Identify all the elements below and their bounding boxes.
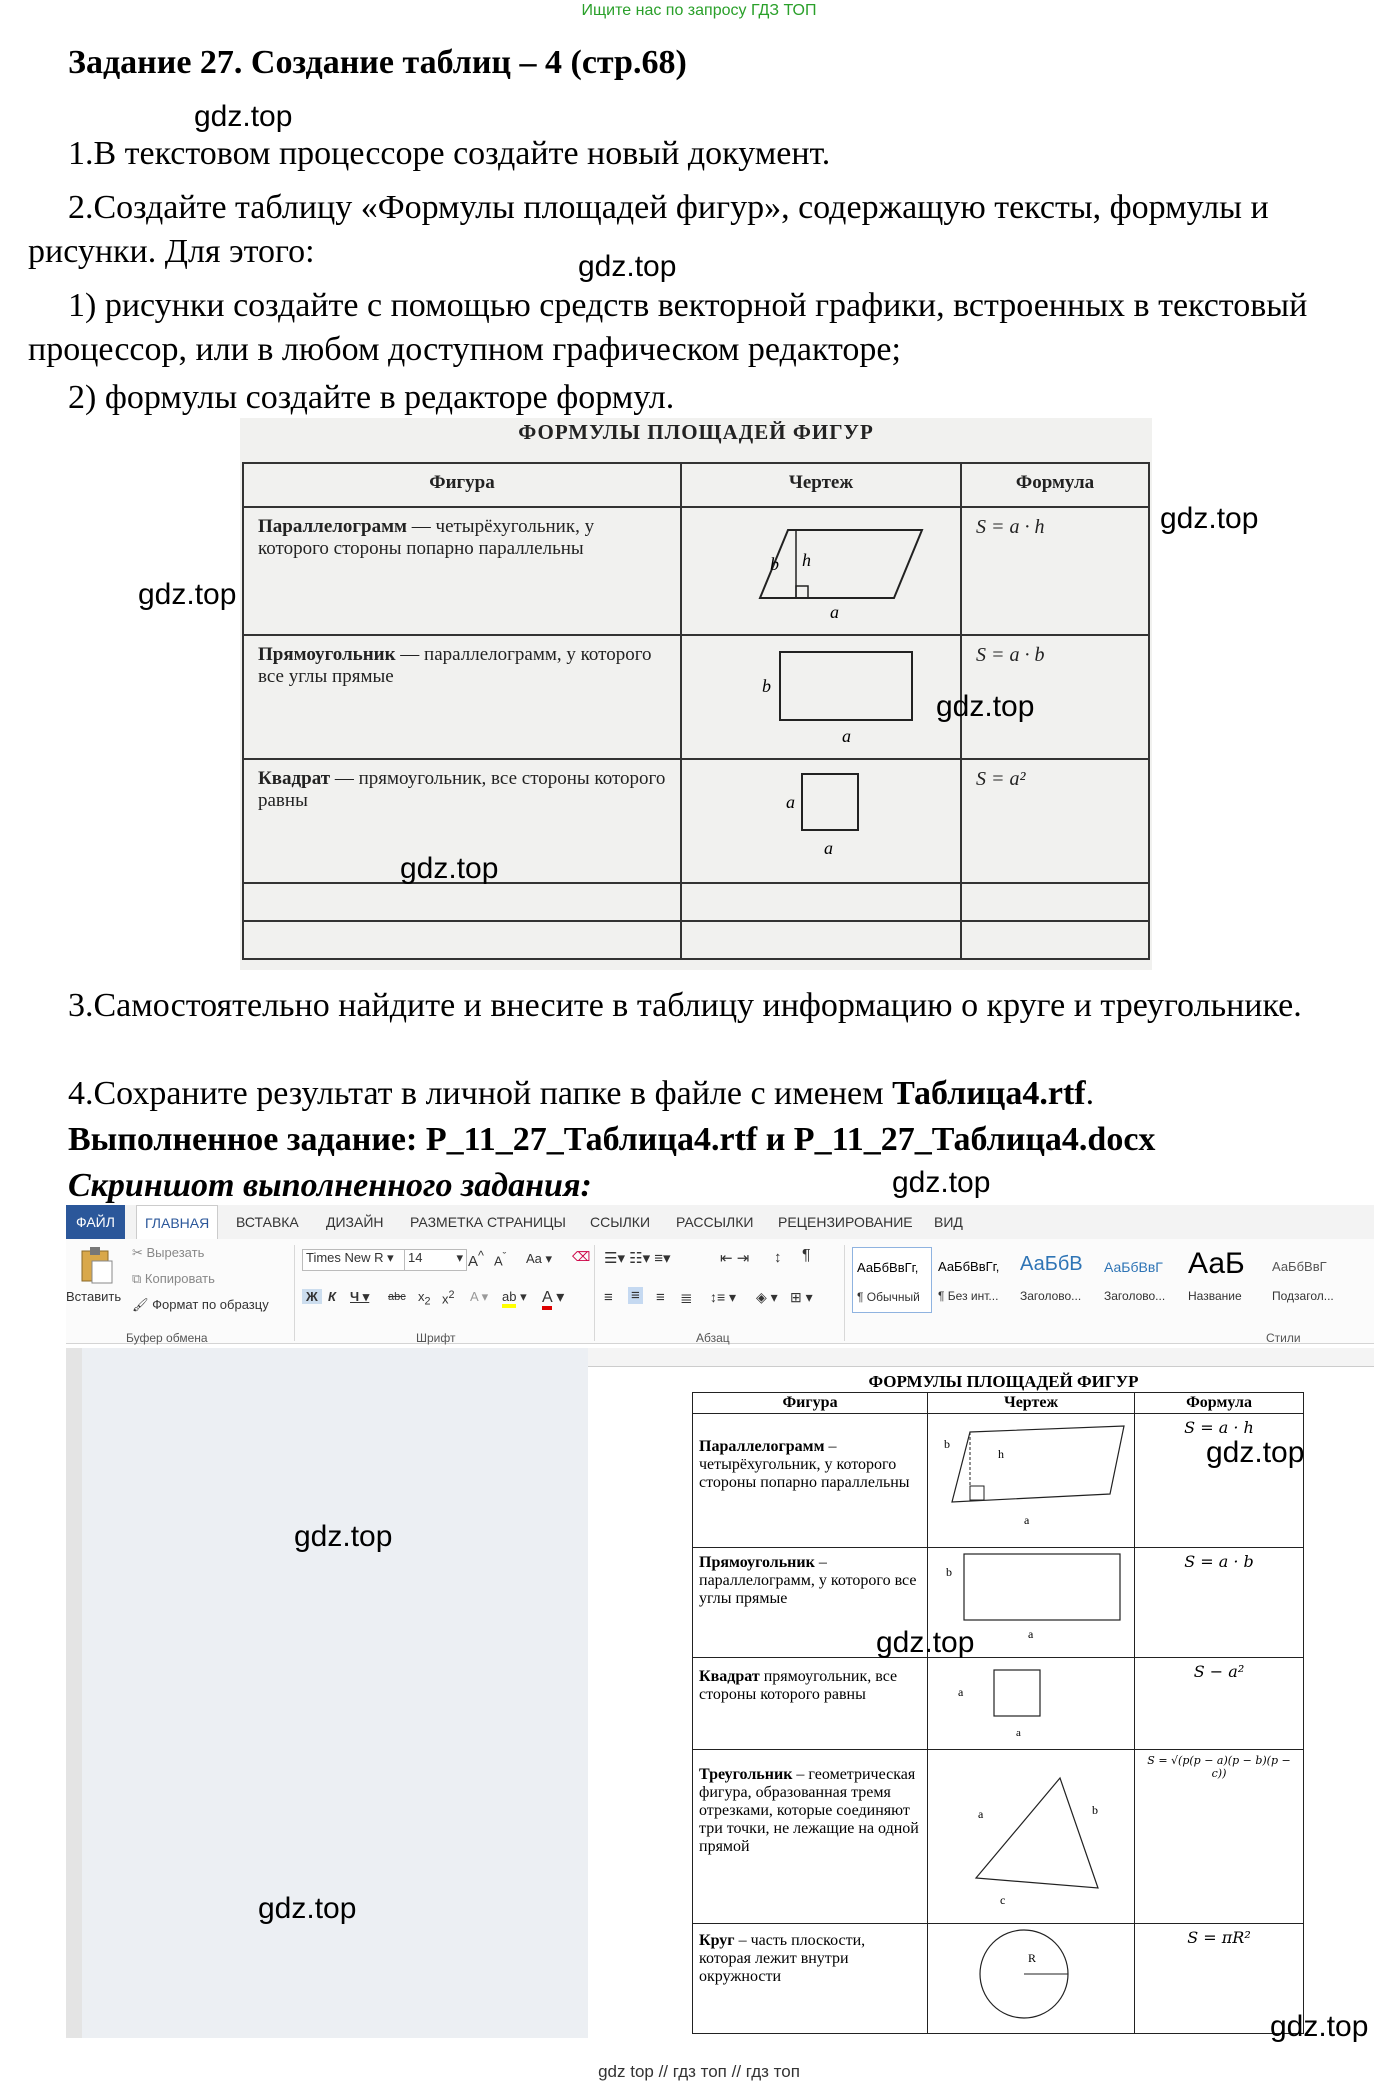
- word-header-figure: Фигура: [693, 1393, 928, 1414]
- style-preview: АаБбВвГ: [1104, 1259, 1163, 1275]
- word-cell-drawing[interactable]: [928, 1750, 1135, 1924]
- step-4: [68, 1072, 1388, 1116]
- borders-icon[interactable]: ⊞ ▾: [790, 1289, 813, 1305]
- label-a: a: [978, 1807, 984, 1821]
- figure-desc: – четырёхугольник, у которого стороны попарно параллельны: [699, 1438, 910, 1491]
- tab-file[interactable]: ФАЙЛ: [66, 1205, 125, 1239]
- style-title[interactable]: [1184, 1247, 1264, 1311]
- watermark: gdz.top: [936, 690, 1035, 723]
- word-cell-figure[interactable]: [693, 1924, 928, 2034]
- line-spacing-icon[interactable]: ↕≡ ▾: [710, 1289, 737, 1305]
- style-name: ¶ Обычный: [857, 1290, 920, 1304]
- paste-button[interactable]: Вставить: [66, 1289, 122, 1304]
- document-left-area: [66, 1348, 588, 2038]
- font-name-value: Times New R: [306, 1250, 384, 1265]
- step-3: 3.Самостоятельно найдите и внесите в таблицу информацию о круге и треугольнике.: [68, 987, 1302, 1024]
- word-cell-drawing[interactable]: [928, 1924, 1135, 2034]
- strikethrough-button[interactable]: abc: [388, 1291, 406, 1303]
- copy-icon: ⧉: [132, 1271, 145, 1286]
- empty-cell: [961, 921, 1149, 959]
- figure-name: Прямоугольник: [258, 644, 396, 665]
- label-b: b: [762, 676, 771, 696]
- vertical-ruler[interactable]: [66, 1348, 82, 2038]
- parallelogram-drawing: [934, 1418, 1128, 1536]
- empty-cell: [681, 921, 961, 959]
- cut-button[interactable]: [132, 1245, 204, 1261]
- square-drawing: [934, 1662, 1128, 1740]
- label-r: R: [1028, 1951, 1037, 1965]
- word-cell-formula[interactable]: S − a²: [1135, 1658, 1304, 1750]
- figure-name: Параллелограмм: [258, 516, 408, 537]
- highlight-icon[interactable]: ab ▾: [502, 1289, 527, 1305]
- rectangle-drawing: [696, 644, 936, 744]
- watermark: gdz.top: [892, 1166, 991, 1199]
- style-preview: АаБбВвГ: [1272, 1259, 1327, 1274]
- style-no-spacing[interactable]: [934, 1247, 1012, 1311]
- label-h: h: [802, 550, 811, 570]
- empty-cell: [681, 883, 961, 921]
- tab-design[interactable]: ДИЗАЙН: [326, 1214, 384, 1230]
- empty-cell: [243, 883, 681, 921]
- figure-name: Прямоугольник: [699, 1554, 815, 1571]
- style-subtitle[interactable]: [1268, 1247, 1354, 1311]
- label-a: a: [1016, 1727, 1021, 1739]
- word-cell-formula[interactable]: S = a · b: [1135, 1548, 1304, 1658]
- change-case-button[interactable]: Aa ▾: [526, 1251, 553, 1266]
- style-preview: АаБбВвГг,: [857, 1260, 919, 1275]
- format-painter-label: Формат по образцу: [152, 1297, 269, 1312]
- watermark: gdz.top: [1160, 502, 1259, 535]
- watermark: gdz.top: [138, 578, 237, 611]
- watermark: gdz.top: [258, 1892, 357, 1925]
- step-1: 1.В текстовом процессоре создайте новый документ.: [68, 135, 831, 172]
- scan-header-formula: Формула: [961, 463, 1149, 507]
- task-heading: Задание 27. Создание таблиц – 4 (стр.68): [68, 44, 687, 81]
- scan-cell-drawing: [681, 635, 961, 759]
- styles-group-label: Стили: [1266, 1331, 1301, 1345]
- style-name: ¶ Без инт...: [938, 1289, 999, 1303]
- triangle-drawing: [934, 1754, 1128, 1914]
- copy-label: Копировать: [144, 1271, 215, 1286]
- superscript-button[interactable]: $x^2$: [442, 1289, 455, 1307]
- label-a: a: [842, 726, 851, 744]
- tab-insert[interactable]: ВСТАВКА: [236, 1214, 299, 1230]
- label-c: c: [1000, 1893, 1006, 1907]
- shading-icon[interactable]: ◈ ▾: [756, 1289, 778, 1305]
- style-name: Название: [1188, 1289, 1242, 1303]
- figure-name: Треугольник: [699, 1766, 793, 1783]
- scan-cell-figure: [243, 635, 681, 759]
- tab-mailings[interactable]: РАССЫЛКИ: [676, 1214, 754, 1230]
- square-drawing: [696, 768, 936, 868]
- empty-cell: [961, 883, 1149, 921]
- figure-name: Круг: [699, 1932, 735, 1949]
- label-b: b: [946, 1565, 952, 1579]
- shrink-font-button[interactable]: $A^ˇ$: [494, 1251, 507, 1269]
- paragraph-group-label: Абзац: [696, 1331, 730, 1345]
- separator: [844, 1245, 845, 1341]
- label-a: a: [958, 1685, 964, 1699]
- figure-desc: — параллелограмм, у которого все углы прямые: [258, 644, 652, 687]
- word-cell-formula[interactable]: S = a · h: [1135, 1414, 1304, 1548]
- word-cell-drawing[interactable]: [928, 1414, 1135, 1548]
- scan-cell-formula: S = a · h: [961, 507, 1149, 635]
- scan-header-drawing: Чертеж: [681, 463, 961, 507]
- subscript-button[interactable]: $x_2$: [418, 1289, 431, 1308]
- watermark: gdz.top: [1206, 1436, 1305, 1469]
- separator: [294, 1245, 295, 1341]
- label-b: b: [1092, 1803, 1098, 1817]
- clipboard-group-label: Буфер обмена: [126, 1331, 208, 1345]
- figure-name: Квадрат: [258, 768, 331, 789]
- watermark: gdz.top: [294, 1520, 393, 1553]
- word-cell-figure[interactable]: [693, 1750, 928, 1924]
- figure-desc: – часть плоскости, которая лежит внутри окружности: [699, 1932, 866, 1985]
- align-right-icon[interactable]: ≡: [656, 1289, 665, 1306]
- copy-button[interactable]: [132, 1271, 215, 1287]
- figure-desc: — прямоугольник, все стороны которого равны: [258, 768, 666, 811]
- style-preview: АаБбВвГг,: [938, 1259, 1000, 1274]
- watermark: gdz.top: [400, 852, 499, 885]
- step-2-1: 1) рисунки создайте с помощью средств векторной графики, встроенных в текстовый процессор, или в любом доступном графическом редакторе;: [28, 287, 1308, 368]
- step-2-2: 2) формулы создайте в редакторе формул.: [68, 379, 675, 416]
- figure-desc: – геометрическая фигура, образованная тремя отрезками, которые соединяют три точки, не лежащие на одной прямой: [699, 1766, 919, 1855]
- word-table[interactable]: [692, 1392, 1304, 2034]
- style-heading-1[interactable]: [1016, 1247, 1096, 1311]
- tab-home[interactable]: ГЛАВНАЯ: [136, 1205, 218, 1240]
- label-b: b: [944, 1437, 950, 1451]
- label-a: a: [1028, 1627, 1034, 1641]
- tab-layout[interactable]: РАЗМЕТКА СТРАНИЦЫ: [410, 1214, 566, 1230]
- tab-review[interactable]: РЕЦЕНЗИРОВАНИЕ: [778, 1214, 913, 1230]
- bold-button[interactable]: Ж: [302, 1289, 322, 1304]
- scan-table-title: ФОРМУЛЫ ПЛОЩАДЕЙ ФИГУР: [518, 420, 874, 444]
- separator: [594, 1245, 595, 1341]
- align-left-icon[interactable]: ≡: [604, 1289, 613, 1306]
- figure-desc: прямоугольник, все стороны которого равны: [699, 1668, 898, 1703]
- completed-task: Выполненное задание: P_11_27_Таблица4.rtf и P_11_27_Таблица4.docx: [68, 1121, 1156, 1158]
- word-cell-formula[interactable]: S = √(p(p − a)(p − b)(p − c)): [1135, 1750, 1304, 1924]
- figure-desc: – параллелограмм, у которого все углы прямые: [699, 1554, 917, 1607]
- scissors-icon: ✂: [132, 1245, 147, 1260]
- empty-cell: [243, 921, 681, 959]
- watermark: gdz.top: [876, 1626, 975, 1659]
- label-a: a: [786, 792, 795, 812]
- font-color-icon[interactable]: A ▾: [542, 1287, 564, 1307]
- clear-format-icon[interactable]: ⌫: [572, 1249, 591, 1264]
- format-painter-button[interactable]: [132, 1297, 269, 1313]
- watermark: gdz.top: [578, 250, 677, 283]
- word-header-drawing: Чертеж: [928, 1393, 1135, 1414]
- scan-cell-formula: S = a · b: [961, 635, 1149, 759]
- word-cell-figure[interactable]: [693, 1414, 928, 1548]
- top-banner[interactable]: Ищите нас по запросу ГДЗ ТОП: [581, 2, 817, 19]
- sort-icon[interactable]: ↕: [774, 1249, 782, 1266]
- style-preview: АаБ: [1188, 1247, 1245, 1280]
- word-header-formula: Формула: [1135, 1393, 1304, 1414]
- watermark: gdz.top: [1270, 2010, 1369, 2043]
- file-name: Таблица4.rtf: [892, 1075, 1086, 1112]
- pilcrow-icon[interactable]: ¶: [802, 1247, 811, 1264]
- brush-icon: 🖌: [132, 1297, 153, 1312]
- word-table-title: ФОРМУЛЫ ПЛОЩАДЕЙ ФИГУР: [868, 1372, 1139, 1391]
- scan-header-figure: Фигура: [243, 463, 681, 507]
- tab-view[interactable]: ВИД: [934, 1214, 963, 1230]
- screenshot-caption: Скриншот выполненного задания:: [68, 1167, 592, 1204]
- label-h: h: [998, 1447, 1004, 1461]
- style-name: Заголово...: [1104, 1289, 1166, 1303]
- figure-name: Параллелограмм: [699, 1438, 825, 1455]
- figure-name: Квадрат: [699, 1668, 760, 1685]
- label-a: a: [830, 602, 839, 620]
- word-cell-drawing[interactable]: [928, 1658, 1135, 1750]
- scan-cell-formula: S = a²: [961, 759, 1149, 883]
- word-cell-figure[interactable]: [693, 1658, 928, 1750]
- label-a: a: [1024, 1513, 1030, 1527]
- italic-button[interactable]: К: [328, 1289, 336, 1304]
- bullets-icon[interactable]: ☰▾ ☷▾ ≡▾: [604, 1250, 671, 1267]
- style-normal[interactable]: [852, 1247, 932, 1313]
- style-heading-2[interactable]: [1100, 1247, 1180, 1311]
- label-b: b: [770, 554, 779, 574]
- text-effects-icon[interactable]: A ▾: [470, 1289, 489, 1304]
- indent-icon[interactable]: ⇤ ⇥: [720, 1250, 750, 1267]
- underline-button[interactable]: Ч ▾: [350, 1289, 370, 1304]
- step-2: 2.Создайте таблицу «Формулы площадей фигур», содержащую тексты, формулы и рисунки. Для этого:: [28, 189, 1269, 270]
- scan-cell-drawing: [681, 759, 961, 883]
- tab-references[interactable]: ССЫЛКИ: [590, 1214, 651, 1230]
- word-cell-formula[interactable]: S = πR²: [1135, 1924, 1304, 2034]
- horizontal-ruler[interactable]: [588, 1348, 1374, 1367]
- style-name: Заголово...: [1020, 1289, 1082, 1303]
- cut-label: Вырезать: [146, 1245, 205, 1260]
- font-group-label: Шрифт: [416, 1331, 456, 1345]
- font-size-value: 14: [408, 1250, 423, 1265]
- paste-icon[interactable]: [78, 1245, 114, 1285]
- circle-drawing: [934, 1928, 1128, 2024]
- step-4-text: 4.Сохраните результат в личной папке в файле с именем: [68, 1075, 893, 1112]
- ribbon-tabs: [66, 1205, 1374, 1239]
- figure-desc: — четырёхугольник, у которого стороны попарно параллельны: [258, 516, 595, 559]
- style-name: Подзагол...: [1272, 1289, 1334, 1303]
- font-name-select[interactable]: Times New R ▾: [302, 1249, 405, 1271]
- watermark: gdz.top: [194, 100, 293, 133]
- scan-cell-figure: [243, 507, 681, 635]
- ribbon: [66, 1239, 1374, 1344]
- footer-links[interactable]: gdz top // гдз топ // гдз топ: [598, 2062, 800, 2081]
- step-4-end: .: [1085, 1075, 1095, 1112]
- justify-icon[interactable]: ≣: [680, 1290, 693, 1307]
- parallelogram-drawing: [696, 516, 936, 620]
- align-center-icon[interactable]: ≡: [628, 1287, 643, 1304]
- font-size-select[interactable]: 14 ▾: [404, 1249, 467, 1271]
- scan-cell-drawing: [681, 507, 961, 635]
- grow-font-button[interactable]: A^: [468, 1249, 484, 1270]
- style-preview: АаБбВ: [1020, 1253, 1083, 1275]
- label-a: a: [824, 838, 833, 858]
